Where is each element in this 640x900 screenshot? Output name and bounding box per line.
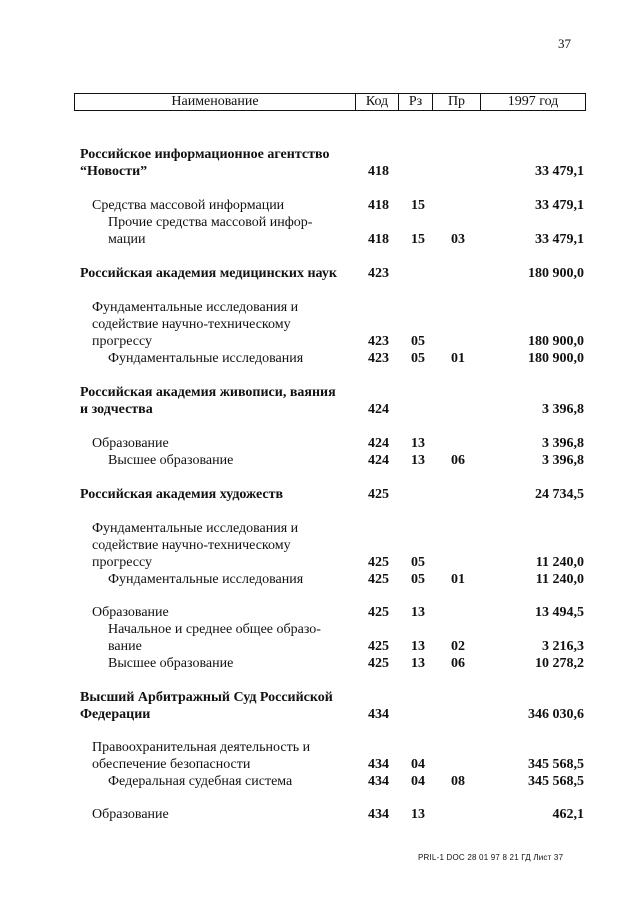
row-value: 3 396,8 <box>542 402 584 417</box>
row-name: Средства массовой информации <box>92 198 285 213</box>
table-row <box>0 689 640 706</box>
row-value: 33 479,1 <box>535 232 584 247</box>
row-kod: 434 <box>368 807 389 822</box>
table-row <box>0 604 640 621</box>
table-row <box>0 350 640 367</box>
row-name: Российское информационное агентство <box>80 147 330 162</box>
column-header-name: Наименование <box>75 94 356 110</box>
row-name: Правоохранительная деятельность и <box>92 740 311 755</box>
row-name: Фундаментальные исследования и <box>92 521 299 536</box>
row-name: Фундаментальные исследования и <box>92 300 299 315</box>
row-pr: 02 <box>451 639 465 654</box>
row-name: Фундаментальные исследования <box>108 572 304 587</box>
row-pr: 08 <box>451 774 465 789</box>
row-name: Высший Арбитражный Суд Российской <box>80 690 333 705</box>
row-name: Российская академия живописи, ваяния <box>80 385 336 400</box>
row-rz: 04 <box>411 774 425 789</box>
table-row <box>0 401 640 418</box>
row-pr: 06 <box>451 453 465 468</box>
row-rz: 05 <box>411 351 425 366</box>
row-name: Федеральная судебная система <box>108 774 293 789</box>
table-row <box>0 265 640 282</box>
row-value: 180 900,0 <box>528 266 584 281</box>
table-row <box>0 231 640 248</box>
row-kod: 423 <box>368 266 389 281</box>
page-number: 37 <box>558 36 571 51</box>
table-row <box>0 435 640 452</box>
row-kod: 418 <box>368 164 389 179</box>
row-kod: 425 <box>368 555 389 570</box>
row-rz: 04 <box>411 757 425 772</box>
row-name: “Новости” <box>80 164 148 179</box>
table-row <box>0 571 640 588</box>
table-row <box>0 146 640 163</box>
row-name: Высшее образование <box>108 656 234 671</box>
row-rz: 05 <box>411 555 425 570</box>
row-value: 24 734,5 <box>535 487 584 502</box>
row-value: 33 479,1 <box>535 198 584 213</box>
row-name: Федерации <box>80 707 151 722</box>
row-pr: 01 <box>451 351 465 366</box>
row-value: 13 494,5 <box>535 605 584 620</box>
table-row <box>0 520 640 537</box>
row-kod: 418 <box>368 232 389 247</box>
row-value: 11 240,0 <box>535 572 584 587</box>
table-row <box>0 773 640 790</box>
column-header-year: 1997 год <box>507 94 559 109</box>
row-kod: 424 <box>368 402 389 417</box>
row-name: Прочие средства массовой инфор- <box>108 215 313 230</box>
row-name: обеспечение безопасности <box>92 757 251 772</box>
row-rz: 15 <box>411 198 425 213</box>
row-kod: 418 <box>368 198 389 213</box>
row-rz: 13 <box>411 436 425 451</box>
table-row <box>0 163 640 180</box>
row-pr: 01 <box>451 572 465 587</box>
row-rz: 13 <box>411 453 425 468</box>
table-row <box>0 655 640 672</box>
row-value: 346 030,6 <box>528 707 584 722</box>
table-row <box>0 333 640 350</box>
table-row <box>0 806 640 823</box>
row-name: вание <box>108 639 142 654</box>
row-value: 33 479,1 <box>535 164 584 179</box>
row-kod: 425 <box>368 639 389 654</box>
row-name: содействие научно-техническому <box>92 538 291 553</box>
row-value: 180 900,0 <box>528 334 584 349</box>
column-header-kod: Код <box>356 94 399 110</box>
row-value: 3 396,8 <box>542 453 584 468</box>
row-value: 462,1 <box>552 807 584 822</box>
table-row <box>0 739 640 756</box>
row-name: Фундаментальные исследования <box>108 351 304 366</box>
document-footer: PRIL-1 DOC 28 01 97 8 21 ГД Лист 37 <box>418 853 564 862</box>
row-value: 11 240,0 <box>535 555 584 570</box>
table-row <box>0 638 640 655</box>
row-rz: 13 <box>411 639 425 654</box>
row-name: Начальное и среднее общее образо- <box>108 622 321 637</box>
row-name: Образование <box>92 605 169 620</box>
row-value: 180 900,0 <box>528 351 584 366</box>
row-value: 3 216,3 <box>542 639 584 654</box>
row-value: 345 568,5 <box>528 774 584 789</box>
row-pr: 06 <box>451 656 465 671</box>
row-name: мации <box>108 232 146 247</box>
table-row <box>0 214 640 231</box>
row-name: Российская академия медицинских наук <box>80 266 337 281</box>
row-value: 10 278,2 <box>535 656 584 671</box>
table-row <box>0 756 640 773</box>
row-kod: 434 <box>368 774 389 789</box>
row-kod: 434 <box>368 757 389 772</box>
row-name: содействие научно-техническому <box>92 317 291 332</box>
table-row <box>0 299 640 316</box>
row-kod: 425 <box>368 605 389 620</box>
row-name: и зодчества <box>80 402 153 417</box>
table-row <box>0 621 640 638</box>
row-kod: 425 <box>368 656 389 671</box>
row-name: Образование <box>92 436 169 451</box>
row-name: Российская академия художеств <box>80 487 284 502</box>
row-value: 345 568,5 <box>528 757 584 772</box>
row-name: Образование <box>92 807 169 822</box>
row-rz: 13 <box>411 656 425 671</box>
row-kod: 425 <box>368 487 389 502</box>
row-kod: 424 <box>368 436 389 451</box>
table-row <box>0 316 640 333</box>
row-rz: 05 <box>411 572 425 587</box>
table-row <box>0 537 640 554</box>
table-row <box>0 384 640 401</box>
row-kod: 423 <box>368 351 389 366</box>
table-row <box>0 554 640 571</box>
table-row <box>0 452 640 469</box>
column-header-pr: Пр <box>433 94 481 110</box>
row-kod: 424 <box>368 453 389 468</box>
table-header <box>74 93 586 111</box>
row-kod: 425 <box>368 572 389 587</box>
row-kod: 423 <box>368 334 389 349</box>
row-value: 3 396,8 <box>542 436 584 451</box>
row-name: прогрессу <box>92 555 153 570</box>
row-kod: 434 <box>368 707 389 722</box>
row-name: прогрессу <box>92 334 153 349</box>
row-rz: 15 <box>411 232 425 247</box>
row-rz: 13 <box>411 807 425 822</box>
table-row <box>0 706 640 723</box>
row-name: Высшее образование <box>108 453 234 468</box>
row-rz: 13 <box>411 605 425 620</box>
column-header-rz: Рз <box>399 94 433 110</box>
table-row <box>0 486 640 503</box>
table-row <box>0 197 640 214</box>
row-rz: 05 <box>411 334 425 349</box>
row-pr: 03 <box>451 232 465 247</box>
